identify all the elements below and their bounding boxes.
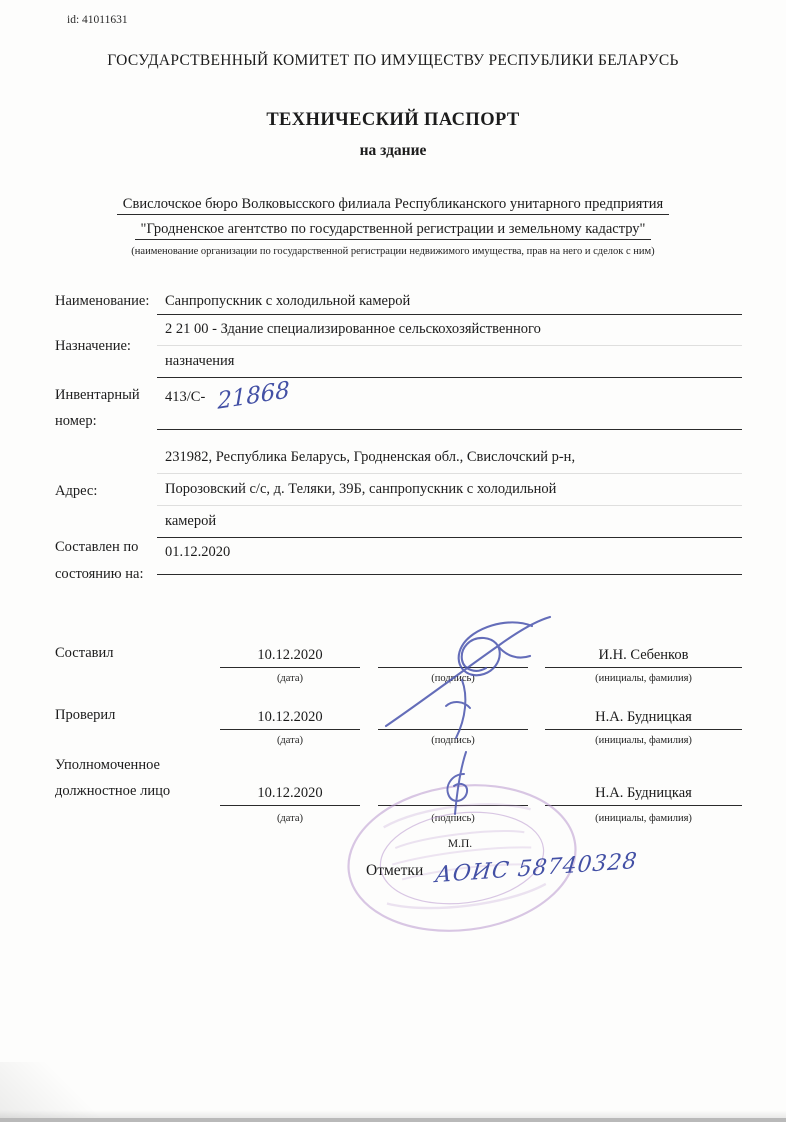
compiler-name: И.Н. Себенков [545,647,742,668]
marks-row [366,848,640,889]
inventory-prefix: 413/С- [165,389,206,405]
signature-captions-3 [55,813,742,824]
document-id: id: 41011631 [67,14,128,26]
field-address-value-line1: 231982, Республика Беларусь, Гродненская обл., Свислочский р-н, [157,442,742,474]
signature-row-official [55,752,742,806]
signature-captions-1 [55,673,742,684]
field-inventory [55,377,742,434]
field-inventory-value [157,377,742,430]
field-address [55,442,742,538]
organization-line-2 [0,221,786,238]
signature-row-compiler-label: Составил [55,645,114,661]
checker-signature-line [378,726,528,730]
compiler-signature-line [378,664,528,668]
stamp-place-label: М.П. [447,838,473,850]
field-address-label: Адрес: [55,483,98,499]
document-title: ТЕХНИЧЕСКИЙ ПАСПОРТ [266,110,520,130]
official-label-line1: Уполномоченное [55,757,160,773]
field-address-value-line3: камерой [157,506,742,538]
signature-row-checker-label: Проверил [55,707,116,723]
organization-line-2-text: "Гродненское агентство по государственной регистрации и земельному кадастру" [135,221,652,240]
field-purpose [55,314,742,378]
field-address-value-line2: Порозовский с/с, д. Теляки, 39Б, санпропускник с холодильной [157,474,742,506]
official-date: 10.12.2020 [220,785,360,806]
document-subtitle: на здание [359,142,427,159]
field-compiled-value: 01.12.2020 [157,540,742,575]
caption-name: (инициалы, фамилия) [595,673,692,684]
field-compiled-date [55,534,742,588]
organization-line-1-text: Свислочское бюро Волковысского филиала Республиканского унитарного предприятия [117,196,669,215]
signature-row-compiler [55,640,742,668]
caption-date: (дата) [276,813,304,824]
field-inventory-label-line1: Инвентарный [55,387,140,403]
official-signature-line [378,802,528,806]
signature-row-checker [55,702,742,730]
field-purpose-value-line1: 2 21 00 - Здание специализированное сельскохозяйственного [157,314,742,346]
caption-name: (инициалы, фамилия) [595,813,692,824]
inventory-handwritten-number: 21868 [217,377,290,415]
field-purpose-value-line2: назначения [157,346,742,378]
organization-line-1 [0,196,786,213]
field-compiled-label-line1: Составлен по [55,539,139,555]
caption-name: (инициалы, фамилия) [595,735,692,746]
compiler-date: 10.12.2020 [220,647,360,668]
signature-captions-2 [55,735,742,746]
checker-name: Н.А. Будницкая [545,709,742,730]
marks-label: Отметки [366,862,424,879]
checker-date: 10.12.2020 [220,709,360,730]
official-label-line2: должностное лицо [55,783,171,799]
field-compiled-label-line2: состоянию на: [55,566,144,582]
field-name-value: Санпропускник с холодильной камерой [157,288,742,315]
caption-sign: (подпись) [431,813,475,824]
caption-sign: (подпись) [431,673,475,684]
organization-caption: (наименование организации по государственной регистрации недвижимого имущества, прав на него и сделок с ним) [131,246,655,257]
scan-bottom-edge [0,1118,786,1122]
field-name [55,288,742,315]
scan-bottom-fade [0,1110,786,1118]
field-inventory-label-line2: номер: [55,413,97,429]
caption-sign: (подпись) [431,735,475,746]
committee-header: ГОСУДАРСТВЕННЫЙ КОМИТЕТ ПО ИМУЩЕСТВУ РЕСПУБЛИКИ БЕЛАРУСЬ [107,52,679,69]
field-purpose-label: Назначение: [55,338,131,354]
caption-date: (дата) [276,673,304,684]
marks-handwritten-value: АОИС 58740328 [434,848,640,889]
official-name: Н.А. Будницкая [545,785,742,806]
field-name-label: Наименование: [55,293,150,309]
caption-date: (дата) [276,735,304,746]
